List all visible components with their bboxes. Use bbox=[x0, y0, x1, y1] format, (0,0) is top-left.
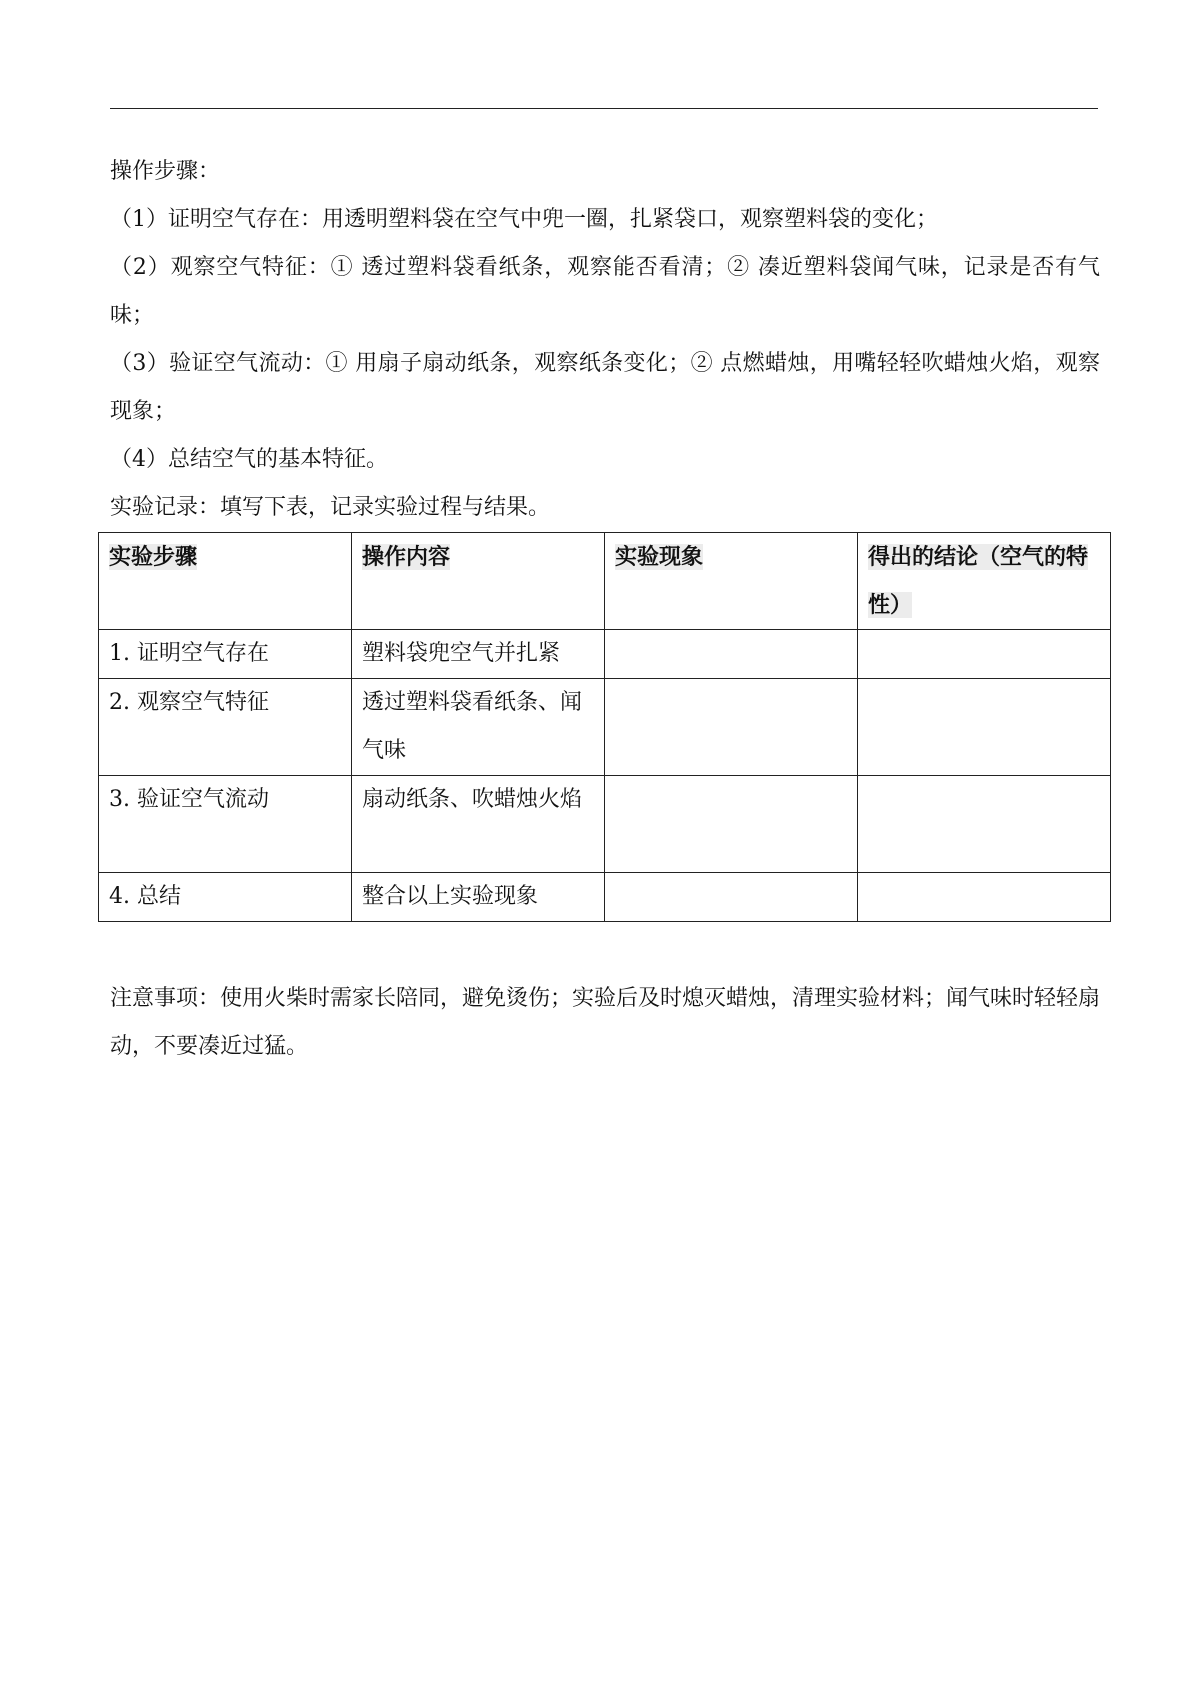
cell-phenomenon[interactable] bbox=[605, 679, 858, 776]
header-step-label: 实验步骤 bbox=[109, 544, 198, 570]
cell-conclusion[interactable] bbox=[858, 679, 1111, 776]
header-conclusion-label: 得出的结论（空气的特性） bbox=[868, 544, 1089, 618]
cell-operation: 塑料袋兜空气并扎紧 bbox=[352, 630, 605, 679]
cell-step: 4. 总结 bbox=[99, 873, 352, 922]
cell-conclusion[interactable] bbox=[858, 776, 1111, 873]
cell-conclusion[interactable] bbox=[858, 630, 1111, 679]
steps-heading: 操作步骤： bbox=[110, 159, 221, 184]
table-row bbox=[99, 630, 1111, 679]
record-table bbox=[98, 532, 1111, 922]
cell-phenomenon[interactable] bbox=[605, 873, 858, 922]
header-cell-step bbox=[99, 533, 352, 630]
cell-step: 1. 证明空气存在 bbox=[99, 630, 352, 679]
safety-notes: 注意事项：使用火柴时需家长陪同，避免烫伤；实验后及时熄灭蜡烛，清理实验材料；闻气味时轻轻扇动，不要凑近过猛。 bbox=[110, 986, 1101, 1059]
cell-operation: 整合以上实验现象 bbox=[352, 873, 605, 922]
cell-step: 3. 验证空气流动 bbox=[99, 776, 352, 873]
cell-phenomenon[interactable] bbox=[605, 776, 858, 873]
header-cell-operation bbox=[352, 533, 605, 630]
header-rule bbox=[110, 108, 1098, 109]
step-item-1: （1）证明空气存在：用透明塑料袋在空气中兜一圈，扎紧袋口，观察塑料袋的变化； bbox=[110, 207, 938, 232]
cell-phenomenon[interactable] bbox=[605, 630, 858, 679]
header-cell-conclusion bbox=[858, 533, 1111, 630]
header-operation-label: 操作内容 bbox=[362, 544, 451, 570]
step-item-4: （4）总结空气的基本特征。 bbox=[110, 447, 388, 472]
table-row bbox=[99, 679, 1111, 776]
header-cell-phenomenon bbox=[605, 533, 858, 630]
step-item-2: （2）观察空气特征：① 透过塑料袋看纸条，观察能否看清；② 凑近塑料袋闻气味，记录是否有气味； bbox=[110, 255, 1100, 328]
cell-operation: 扇动纸条、吹蜡烛火焰 bbox=[352, 776, 605, 873]
cell-conclusion[interactable] bbox=[858, 873, 1111, 922]
table-row bbox=[99, 873, 1111, 922]
table-header-row bbox=[99, 533, 1111, 630]
cell-step: 2. 观察空气特征 bbox=[99, 679, 352, 776]
step-item-3: （3）验证空气流动：① 用扇子扇动纸条，观察纸条变化；② 点燃蜡烛，用嘴轻轻吹蜡烛火焰，观察现象； bbox=[110, 351, 1100, 424]
header-phenomenon-label: 实验现象 bbox=[615, 544, 704, 570]
record-intro: 实验记录：填写下表，记录实验过程与结果。 bbox=[110, 495, 551, 520]
steps-section bbox=[110, 148, 1100, 532]
table-row bbox=[99, 776, 1111, 873]
cell-operation: 透过塑料袋看纸条、闻气味 bbox=[352, 679, 605, 776]
